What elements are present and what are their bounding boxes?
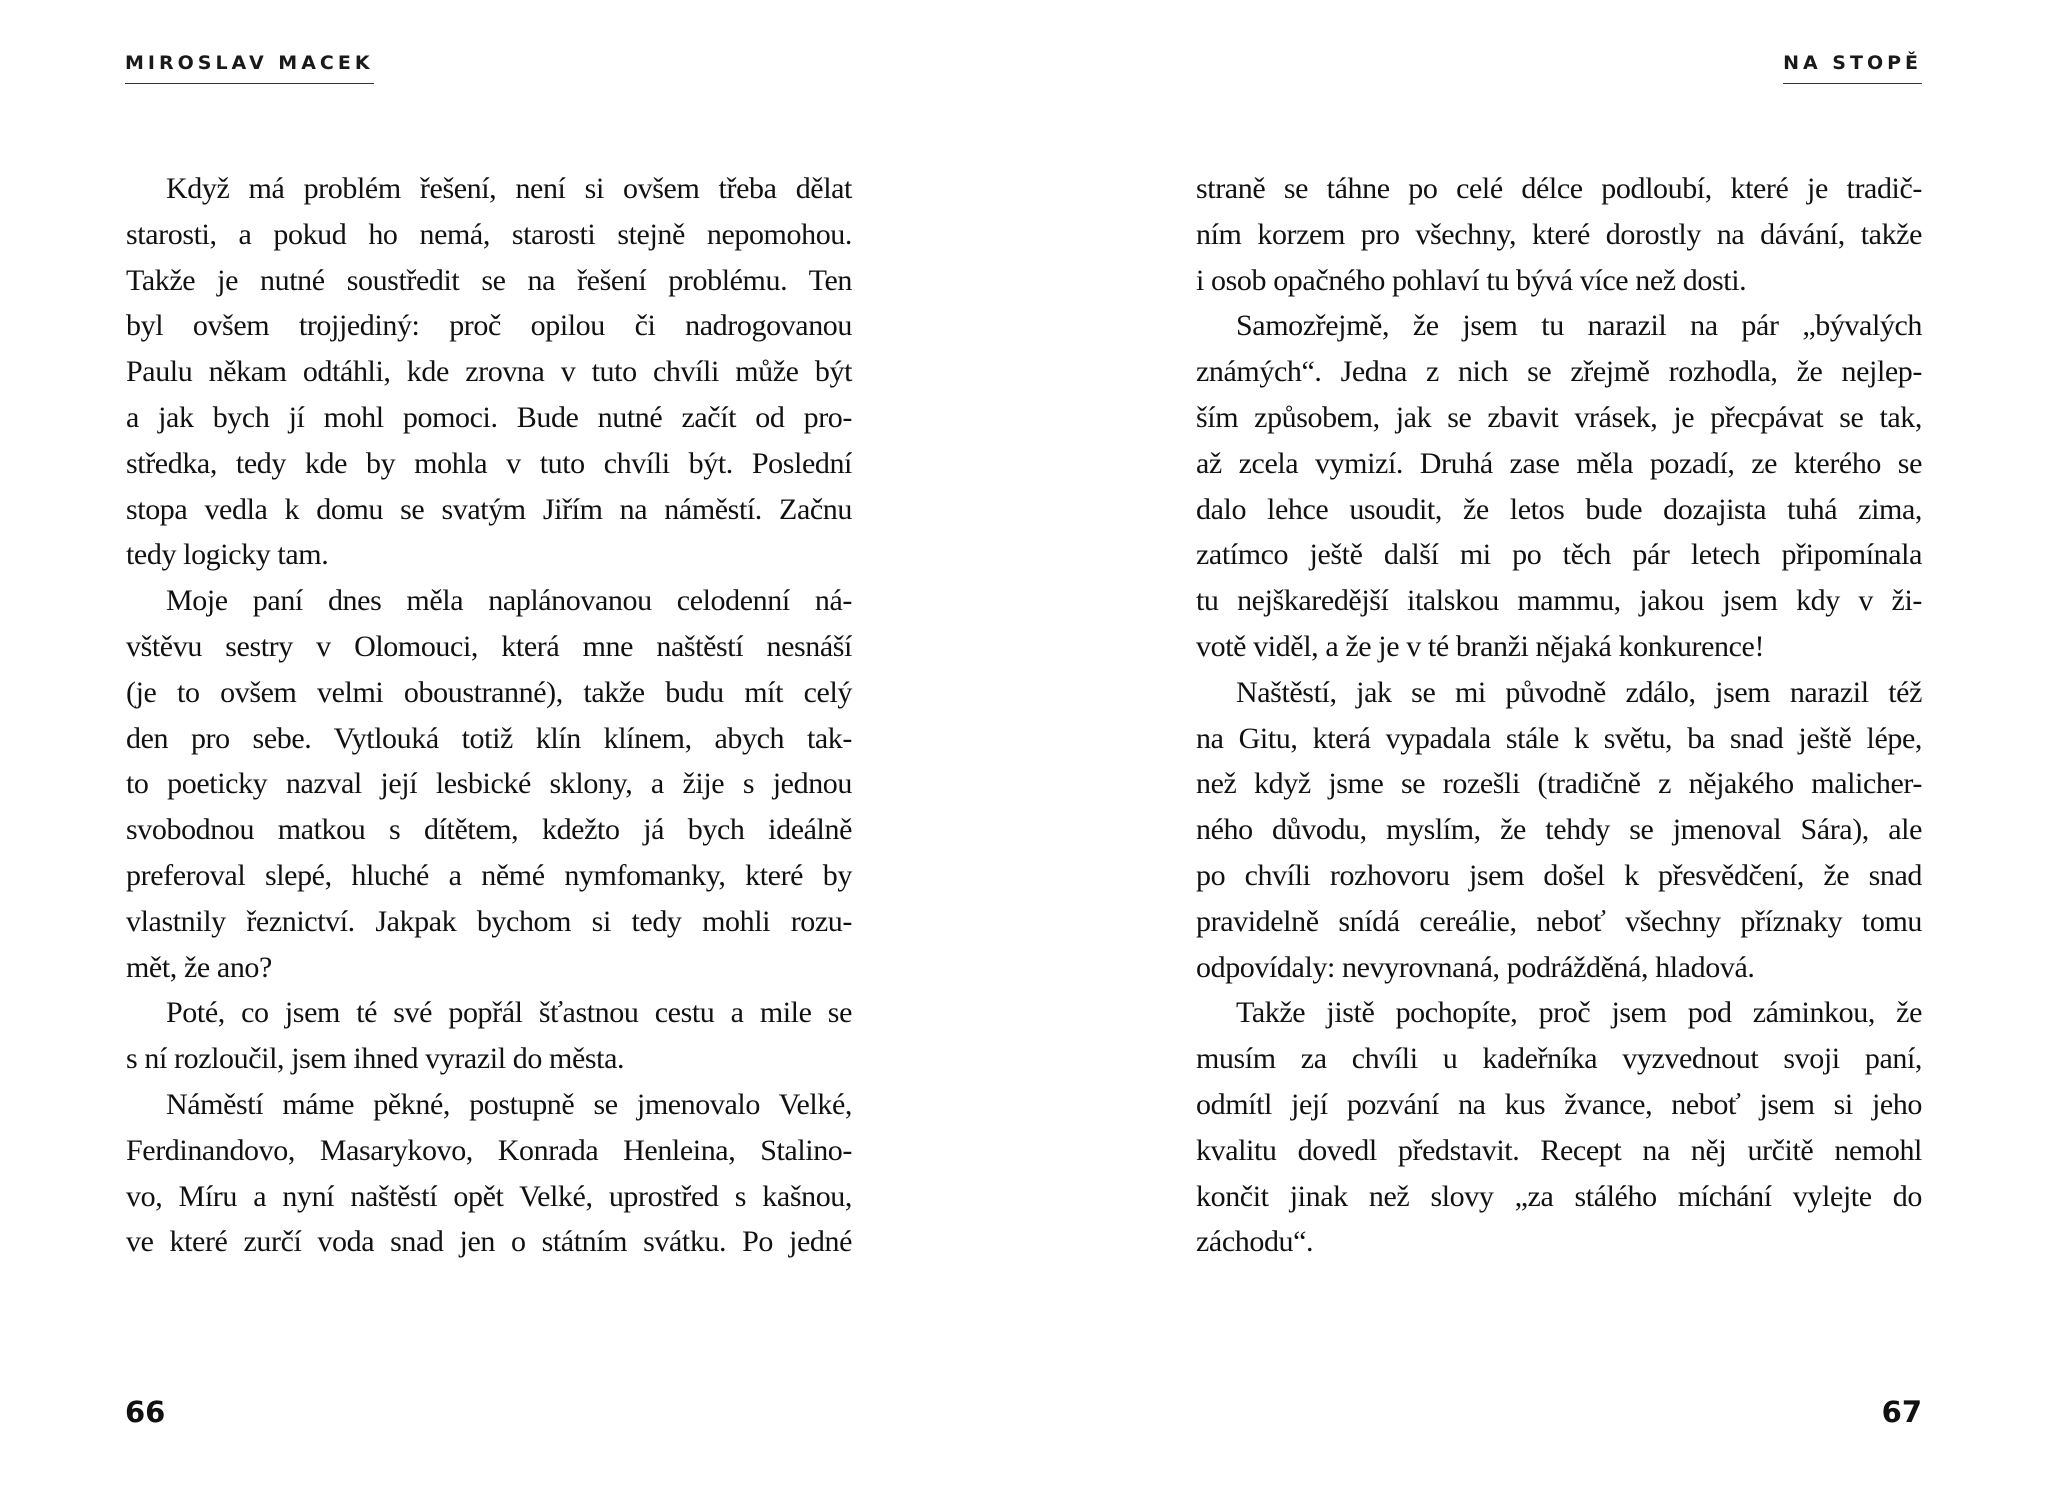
text-line: svobodnou matkou s dítětem, kdežto já bych ideálně [126,813,852,847]
text-line: ve které zurčí voda snad jen o státním svátku. Po jedné [126,1225,852,1259]
text-line: odpovídaly: nevyrovnaná, podrážděná, hladová. [1196,950,1755,984]
running-head-title: NA STOPĚ [1783,52,1922,84]
text-line: to poeticky nazval její lesbické sklony, a žije s jednou [126,767,852,801]
text-line: vo, Míru a nyní naštěstí opět Velké, uprostřed s kašnou, [126,1179,852,1213]
text-line: než když jsme se rozešli (tradičně z nějakého malicher- [1196,767,1922,801]
text-line: Naštěstí, jak se mi původně zdálo, jsem narazil též [1236,675,1922,709]
text-line: až zcela vymizí. Druhá zase měla pozadí, ze kterého se [1196,446,1922,480]
text-line: odmítl její pozvání na kus žvance, neboť jsem si jeho [1196,1087,1922,1121]
text-line: votě viděl, a že je v té branži nějaká konkurence! [1196,629,1765,663]
text-line: Moje paní dnes měla naplánovanou celodenní ná- [166,584,852,618]
text-line: ného důvodu, myslím, že tehdy se jmenoval Sára), ale [1196,813,1922,847]
text-line: stopa vedla k domu se svatým Jiřím na náměstí. Začnu [126,492,852,526]
running-head-author: MIROSLAV MACEK [125,52,374,84]
text-line: tu nejškaredější italskou mammu, jakou jsem kdy v ži- [1196,584,1922,618]
text-line: známých“. Jedna z nich se zřejmě rozhodla, že nejlep- [1196,355,1922,389]
right-page-text [1196,166,1922,1265]
text-line: mět, že ano? [126,950,272,984]
text-line: Takže je nutné soustředit se na řešení problému. Ten [126,263,852,297]
text-line: preferoval slepé, hluché a němé nymfomanky, které by [126,858,852,892]
text-line: straně se táhne po celé délce podloubí, které je tradič- [1196,172,1922,205]
text-line: středka, tedy kde by mohla v tuto chvíli být. Poslední [126,446,852,480]
text-line: záchodu“. [1196,1225,1314,1259]
text-line: a jak bych jí mohl pomoci. Bude nutné začít od pro- [126,400,852,434]
text-line: vštěvu sestry v Olomouci, která mne naštěstí nesnáší [126,629,852,663]
text-line: ním korzem pro všechny, které dorostly na dávání, takže [1196,217,1922,251]
text-line: pravidelně snídá cereálie, neboť všechny příznaky tomu [1196,904,1922,938]
page-number-left: 66 [125,1395,166,1429]
text-line: zatímco ještě další mi po těch pár letech připomínala [1196,538,1922,572]
text-line: i osob opačného pohlaví tu bývá více než dosti. [1196,263,1747,297]
text-line: kvalitu dovedl představit. Recept na něj určitě nemohl [1196,1133,1922,1167]
text-line: Samozřejmě, že jsem tu narazil na pár „bývalých [1236,309,1922,343]
text-line: musím za chvíli u kadeřníka vyzvednout svoji paní, [1196,1042,1922,1076]
left-page-text [126,166,852,1265]
text-line: den pro sebe. Vytlouká totiž klín klínem, abych tak- [126,721,852,755]
text-line: Ferdinandovo, Masarykovo, Konrada Henleina, Stalino- [126,1133,852,1167]
text-line: tedy logicky tam. [126,538,329,572]
text-line: dalo lehce usoudit, že letos bude dozajista tuhá zima, [1196,492,1922,526]
text-line: ším způsobem, jak se zbavit vrásek, je přecpávat se tak, [1196,400,1922,434]
text-line: Náměstí máme pěkné, postupně se jmenovalo Velké, [166,1087,852,1121]
text-line: starosti, a pokud ho nemá, starosti stejně nepomohou. [126,217,852,251]
text-line: s ní rozloučil, jsem ihned vyrazil do města. [126,1042,625,1076]
text-line: Takže jistě pochopíte, proč jsem pod záminkou, že [1236,996,1922,1030]
text-line: byl ovšem trojjediný: proč opilou či nadrogovanou [126,309,852,343]
text-line: (je to ovšem velmi oboustranné), takže budu mít celý [126,675,852,709]
text-line: Paulu někam odtáhli, kde zrovna v tuto chvíli může být [126,355,852,389]
text-line: na Gitu, která vypadala stále k světu, ba snad ještě lépe, [1196,721,1922,755]
text-line: po chvíli rozhovoru jsem došel k přesvědčení, že snad [1196,858,1922,892]
text-line: končit jinak než slovy „za stálého míchání vylejte do [1196,1179,1922,1213]
page-number-right: 67 [1881,1395,1922,1429]
text-line: Poté, co jsem té své popřál šťastnou cestu a mile se [166,996,852,1030]
text-line: Když má problém řešení, není si ovšem třeba dělat [166,172,852,205]
text-line: vlastnily řeznictví. Jakpak bychom si tedy mohli rozu- [126,904,852,938]
